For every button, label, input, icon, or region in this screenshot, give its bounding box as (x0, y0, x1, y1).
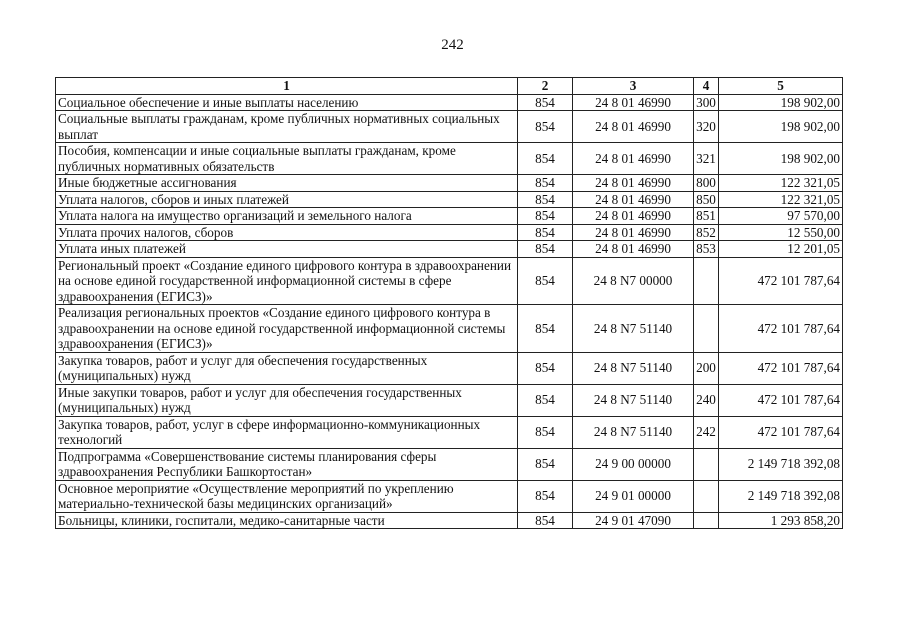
row-target-code-cell: 24 8 01 46990 (573, 94, 694, 111)
row-amount-cell: 122 321,05 (719, 175, 843, 192)
table-row (56, 191, 843, 208)
row-target-code-cell: 24 8 01 46990 (573, 241, 694, 258)
table-row (56, 143, 843, 175)
row-name-cell: Уплата иных платежей (56, 241, 518, 258)
row-target-code-cell: 24 8 01 46990 (573, 143, 694, 175)
row-amount-cell: 472 101 787,64 (719, 416, 843, 448)
header-col-5: 5 (719, 78, 843, 95)
row-target-code-cell: 24 9 01 47090 (573, 512, 694, 529)
row-target-code-cell: 24 9 00 00000 (573, 448, 694, 480)
row-expense-type-cell: 850 (694, 191, 719, 208)
row-ministry-code-cell: 854 (518, 257, 573, 305)
row-expense-type-cell: 200 (694, 352, 719, 384)
row-name-cell: Иные закупки товаров, работ и услуг для обеспечения государственных (муниципальных) нужд (56, 384, 518, 416)
row-amount-cell: 12 201,05 (719, 241, 843, 258)
row-expense-type-cell: 852 (694, 224, 719, 241)
row-name-cell: Закупка товаров, работ, услуг в сфере информационно-коммуникационных технологий (56, 416, 518, 448)
row-name-cell: Уплата налога на имущество организаций и земельного налога (56, 208, 518, 225)
row-ministry-code-cell: 854 (518, 191, 573, 208)
row-amount-cell: 472 101 787,64 (719, 305, 843, 353)
row-target-code-cell: 24 8 01 46990 (573, 175, 694, 192)
row-expense-type-cell: 321 (694, 143, 719, 175)
row-expense-type-cell: 853 (694, 241, 719, 258)
row-ministry-code-cell: 854 (518, 224, 573, 241)
row-name-cell: Региональный проект «Создание единого цифрового контура в здравоохранении на основе единой государственной информационной системы в сфере здравоохранения (ЕГИСЗ)» (56, 257, 518, 305)
row-amount-cell: 472 101 787,64 (719, 384, 843, 416)
row-target-code-cell: 24 8 N7 51140 (573, 384, 694, 416)
row-ministry-code-cell: 854 (518, 111, 573, 143)
row-amount-cell: 198 902,00 (719, 94, 843, 111)
row-expense-type-cell: 320 (694, 111, 719, 143)
row-ministry-code-cell: 854 (518, 305, 573, 353)
row-target-code-cell: 24 8 N7 51140 (573, 352, 694, 384)
row-ministry-code-cell: 854 (518, 143, 573, 175)
row-amount-cell: 2 149 718 392,08 (719, 448, 843, 480)
row-expense-type-cell (694, 448, 719, 480)
row-name-cell: Больницы, клиники, госпитали, медико-санитарные части (56, 512, 518, 529)
row-amount-cell: 198 902,00 (719, 111, 843, 143)
header-col-4: 4 (694, 78, 719, 95)
row-expense-type-cell: 851 (694, 208, 719, 225)
row-name-cell: Реализация региональных проектов «Создание единого цифрового контура в здравоохранении на основе единой государственной информационной системы здравоохранения (ЕГИСЗ)» (56, 305, 518, 353)
row-name-cell: Социальные выплаты гражданам, кроме публичных нормативных социальных выплат (56, 111, 518, 143)
row-expense-type-cell (694, 480, 719, 512)
budget-table (55, 77, 843, 529)
row-expense-type-cell: 300 (694, 94, 719, 111)
table-row (56, 416, 843, 448)
table-row (56, 208, 843, 225)
row-name-cell: Основное мероприятие «Осуществление мероприятий по укреплению материально-технической базы медицинских организаций» (56, 480, 518, 512)
row-ministry-code-cell: 854 (518, 448, 573, 480)
table-row (56, 94, 843, 111)
row-target-code-cell: 24 8 N7 51140 (573, 416, 694, 448)
row-ministry-code-cell: 854 (518, 352, 573, 384)
row-expense-type-cell (694, 305, 719, 353)
row-expense-type-cell (694, 512, 719, 529)
row-target-code-cell: 24 8 01 46990 (573, 208, 694, 225)
table-row (56, 241, 843, 258)
header-col-1: 1 (56, 78, 518, 95)
row-amount-cell: 1 293 858,20 (719, 512, 843, 529)
table-row (56, 305, 843, 353)
table-row (56, 448, 843, 480)
row-target-code-cell: 24 8 N7 00000 (573, 257, 694, 305)
row-ministry-code-cell: 854 (518, 94, 573, 111)
row-name-cell: Иные бюджетные ассигнования (56, 175, 518, 192)
row-name-cell: Закупка товаров, работ и услуг для обеспечения государственных (муниципальных) нужд (56, 352, 518, 384)
table-row (56, 480, 843, 512)
header-col-3: 3 (573, 78, 694, 95)
table-row (56, 257, 843, 305)
row-expense-type-cell: 240 (694, 384, 719, 416)
row-ministry-code-cell: 854 (518, 512, 573, 529)
row-name-cell: Пособия, компенсации и иные социальные выплаты гражданам, кроме публичных нормативных обязательств (56, 143, 518, 175)
row-ministry-code-cell: 854 (518, 241, 573, 258)
row-name-cell: Уплата налогов, сборов и иных платежей (56, 191, 518, 208)
row-amount-cell: 122 321,05 (719, 191, 843, 208)
row-target-code-cell: 24 8 01 46990 (573, 191, 694, 208)
page-number: 242 (441, 37, 464, 53)
table-row (56, 111, 843, 143)
row-amount-cell: 97 570,00 (719, 208, 843, 225)
table-row (56, 352, 843, 384)
row-amount-cell: 12 550,00 (719, 224, 843, 241)
row-name-cell: Подпрограмма «Совершенствование системы планирования сферы здравоохранения Республики Башкортостан» (56, 448, 518, 480)
row-amount-cell: 198 902,00 (719, 143, 843, 175)
row-ministry-code-cell: 854 (518, 208, 573, 225)
row-name-cell: Уплата прочих налогов, сборов (56, 224, 518, 241)
header-row (56, 78, 843, 95)
row-target-code-cell: 24 8 01 46990 (573, 224, 694, 241)
table-row (56, 224, 843, 241)
table-row (56, 384, 843, 416)
row-target-code-cell: 24 8 01 46990 (573, 111, 694, 143)
row-name-cell: Социальное обеспечение и иные выплаты населению (56, 94, 518, 111)
row-amount-cell: 2 149 718 392,08 (719, 480, 843, 512)
row-ministry-code-cell: 854 (518, 384, 573, 416)
row-target-code-cell: 24 9 01 00000 (573, 480, 694, 512)
row-expense-type-cell (694, 257, 719, 305)
row-ministry-code-cell: 854 (518, 480, 573, 512)
row-expense-type-cell: 800 (694, 175, 719, 192)
row-expense-type-cell: 242 (694, 416, 719, 448)
row-ministry-code-cell: 854 (518, 416, 573, 448)
row-ministry-code-cell: 854 (518, 175, 573, 192)
table-row (56, 175, 843, 192)
table-row (56, 512, 843, 529)
header-col-2: 2 (518, 78, 573, 95)
row-amount-cell: 472 101 787,64 (719, 352, 843, 384)
row-amount-cell: 472 101 787,64 (719, 257, 843, 305)
row-target-code-cell: 24 8 N7 51140 (573, 305, 694, 353)
